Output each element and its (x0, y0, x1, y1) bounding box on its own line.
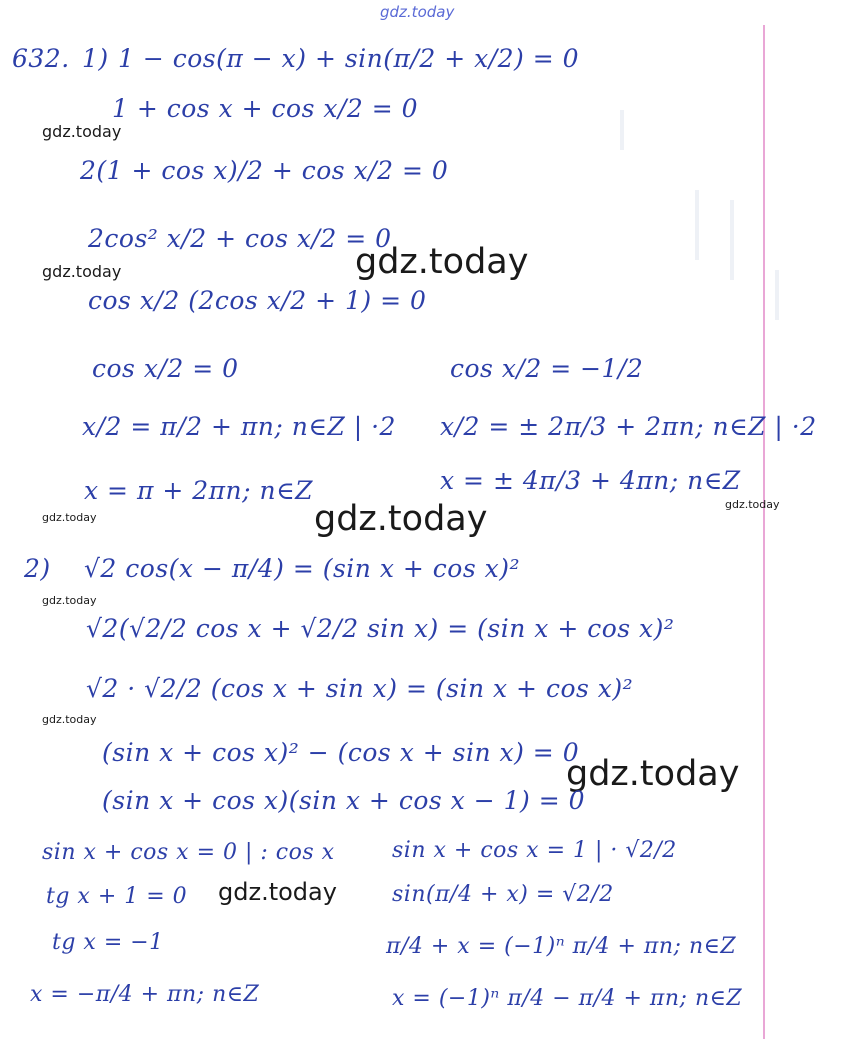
case-line: x = −π/4 + πn; n∈Z (30, 982, 260, 1007)
case-line: tg x = −1 (52, 930, 164, 955)
margin-line (763, 25, 765, 1039)
bleed-through-mark (695, 190, 699, 260)
problem-number: 632. (12, 44, 70, 73)
equation-line: (sin x + cos x)² − (cos x + sin x) = 0 (102, 738, 580, 767)
case-line: tg x + 1 = 0 (46, 884, 188, 909)
case-line: x/2 = ± 2π/3 + 2πn; n∈Z | ·2 (440, 412, 817, 441)
equation-line: √2 · √2/2 (cos x + sin x) = (sin x + cos x)² (86, 674, 634, 703)
watermark: gdz.today (42, 262, 122, 281)
watermark-top: gdz.today (380, 3, 455, 21)
watermark: gdz.today (725, 498, 780, 511)
case-line: cos x/2 = 0 (92, 354, 239, 383)
part-label: 2) (24, 554, 51, 583)
equation-line: 1 + cos x + cos x/2 = 0 (112, 94, 419, 123)
equation-line: √2 cos(x − π/4) = (sin x + cos x)² (84, 554, 520, 583)
watermark: gdz.today (42, 511, 97, 524)
watermark-large: gdz.today (355, 242, 529, 282)
case-line: x = (−1)ⁿ π/4 − π/4 + πn; n∈Z (392, 986, 743, 1011)
case-line: x = π + 2πn; n∈Z (84, 476, 313, 505)
watermark: gdz.today (42, 594, 97, 607)
watermark: gdz.today (42, 122, 122, 141)
equation-line: √2(√2/2 cos x + √2/2 sin x) = (sin x + cos x)² (86, 614, 675, 643)
case-line: sin(π/4 + x) = √2/2 (392, 882, 614, 907)
case-line: sin x + cos x = 1 | · √2/2 (392, 838, 677, 863)
equation-line: 2cos² x/2 + cos x/2 = 0 (88, 224, 392, 253)
watermark-large: gdz.today (314, 499, 488, 539)
case-line: cos x/2 = −1/2 (450, 354, 644, 383)
watermark-large: gdz.today (566, 754, 740, 794)
equation-line: (sin x + cos x)(sin x + cos x − 1) = 0 (102, 786, 585, 815)
equation-line: cos x/2 (2cos x/2 + 1) = 0 (88, 286, 427, 315)
case-line: x = ± 4π/3 + 4πn; n∈Z (440, 466, 741, 495)
bleed-through-mark (775, 270, 779, 320)
watermark: gdz.today (218, 878, 337, 906)
equation-line: 2(1 + cos x)/2 + cos x/2 = 0 (80, 156, 449, 185)
case-line: π/4 + x = (−1)ⁿ π/4 + πn; n∈Z (386, 934, 737, 959)
part-label: 1) (82, 44, 109, 73)
bleed-through-mark (620, 110, 624, 150)
case-line: x/2 = π/2 + πn; n∈Z | ·2 (82, 412, 396, 441)
equation-line: 1 − cos(π − x) + sin(π/2 + x/2) = 0 (118, 44, 580, 73)
case-line: sin x + cos x = 0 | : cos x (42, 840, 335, 865)
bleed-through-mark (730, 200, 734, 280)
watermark: gdz.today (42, 713, 97, 726)
